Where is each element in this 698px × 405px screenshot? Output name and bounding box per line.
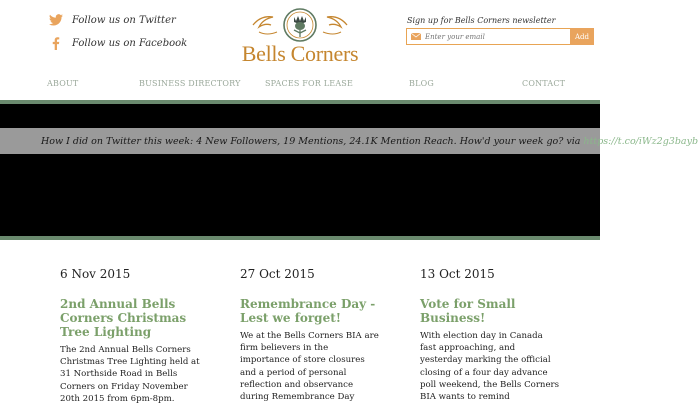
nav-contact[interactable]: CONTACT <box>522 79 566 88</box>
post-date: 27 Oct 2015 <box>240 267 315 281</box>
post-title-link[interactable]: 2nd Annual Bells Corners Christmas Tree Lighting <box>60 297 187 339</box>
newsletter-title: Sign up for Bells Corners newsletter <box>407 16 556 25</box>
blog-post-card <box>240 267 380 403</box>
main-nav <box>0 79 600 91</box>
nav-about[interactable]: ABOUT <box>47 79 79 88</box>
mail-icon <box>409 33 423 40</box>
tweet-bar <box>0 128 698 154</box>
banner-bottom-border <box>0 236 600 240</box>
site-logo[interactable] <box>226 8 374 70</box>
nav-blog[interactable]: BLOG <box>409 79 434 88</box>
nav-business-directory[interactable]: BUSINESS DIRECTORY <box>139 79 241 88</box>
blog-post-card <box>420 267 560 403</box>
blog-post-card <box>60 267 200 405</box>
hero-banner <box>0 104 600 236</box>
facebook-link[interactable] <box>48 37 187 50</box>
tweet-link[interactable]: https://t.co/iWz2g3bayb <box>583 135 698 147</box>
tweet-text: How I did on Twitter this week: 4 New Followers, 19 Mentions, 24.1K Mention Reach. How'd your week go? via <box>41 135 581 147</box>
newsletter-form <box>406 28 594 45</box>
post-date: 6 Nov 2015 <box>60 267 131 281</box>
post-excerpt: With election day in Canada fast approaching, and yesterday marking the official closing of a four day advance poll weekend, the Bells Corners BIA wants to remind <box>420 331 560 403</box>
newsletter-email-input[interactable] <box>423 30 563 44</box>
site-header <box>0 0 600 100</box>
twitter-link-label: Follow us on Twitter <box>72 14 176 26</box>
post-excerpt: The 2nd Annual Bells Corners Christmas Tree Lighting held at 31 Northside Road in Bells Corners on Friday November 20th 2015 from 6pm-8pm. <box>60 345 200 404</box>
twitter-link[interactable] <box>48 14 176 26</box>
post-excerpt: We at the Bells Corners BIA are firm believers in the importance of store closures and a period of personal reflection and observance during Remembrance Day <box>240 331 379 403</box>
post-date: 13 Oct 2015 <box>420 267 495 281</box>
thistle-crest-icon <box>245 8 355 42</box>
post-title-link[interactable]: Remembrance Day - Lest we forget! <box>240 297 376 325</box>
twitter-icon <box>48 14 64 26</box>
logo-text: Bells Corners <box>241 41 359 66</box>
facebook-icon <box>48 37 64 50</box>
newsletter-add-button[interactable]: Add <box>570 28 594 45</box>
facebook-link-label: Follow us on Facebook <box>72 38 188 49</box>
post-title-link[interactable]: Vote for Small Business! <box>420 297 516 325</box>
nav-spaces-for-lease[interactable]: SPACES FOR LEASE <box>265 79 354 88</box>
